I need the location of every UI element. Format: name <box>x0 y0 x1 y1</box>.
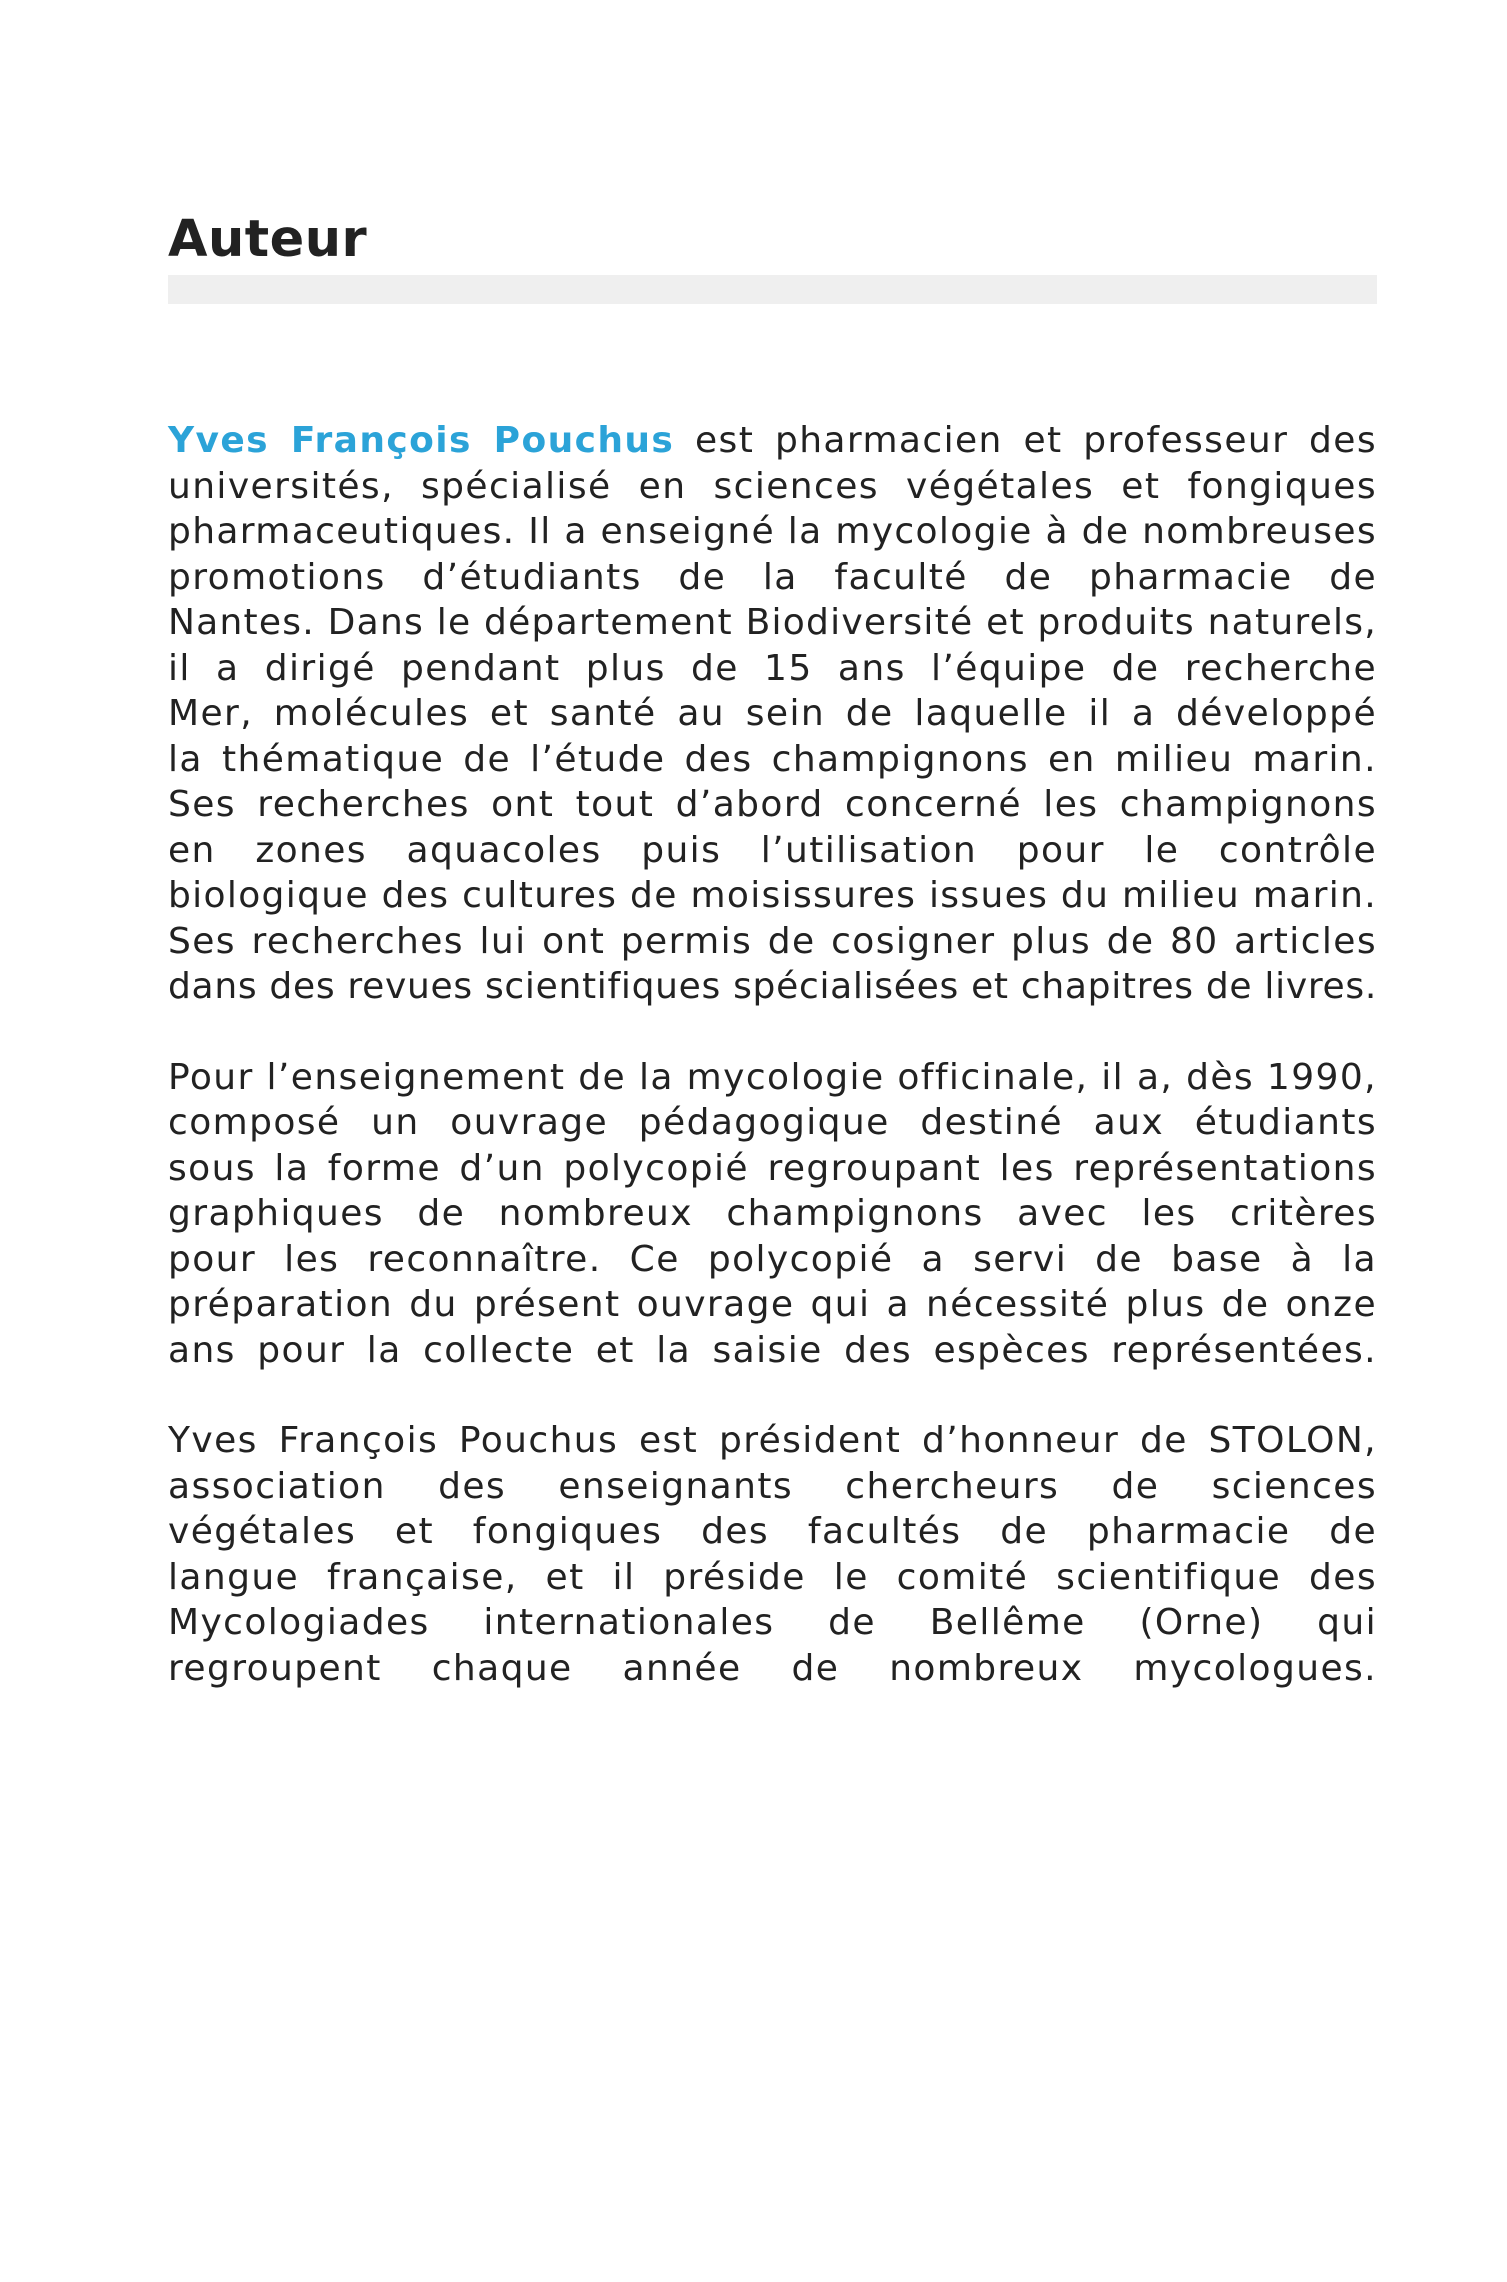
bio-line-text: est pharmacien et professeur des <box>674 420 1377 461</box>
bio-line: composé un ouvrage pédagogique destiné aux étudiants <box>168 1102 1377 1143</box>
bio-line: préparation du présent ouvrage qui a nécessité plus de onze <box>168 1284 1377 1325</box>
bio-line: pour les reconnaître. Ce polycopié a servi de base à la <box>168 1238 1377 1280</box>
bio-line: Pour l’enseignement de la mycologie officinale, il a, dès 1990, <box>168 1056 1377 1098</box>
bio-line: sous la forme d’un polycopié regroupant les représentations <box>168 1147 1377 1189</box>
bio-line: la thématique de l’étude des champignons en milieu marin. <box>168 738 1377 780</box>
bio-line: langue française, et il préside le comité scientifique des <box>168 1556 1377 1598</box>
bio-line: végétales et fongiques des facultés de pharmacie de <box>168 1511 1377 1552</box>
page-title: Auteur <box>168 210 368 269</box>
bio-line: Mer, molécules et santé au sein de laquelle il a développé <box>168 693 1377 734</box>
bio-line: Nantes. Dans le département Biodiversité et produits naturels, <box>168 602 1377 643</box>
bio-line: promotions d’étudiants de la faculté de pharmacie de <box>168 556 1377 598</box>
bio-line: biologique des cultures de moisissures issues du milieu marin. <box>168 875 1377 916</box>
bio-line: association des enseignants chercheurs de sciences <box>168 1465 1377 1507</box>
bio-line: Mycologiades internationales de Bellême (Orne) qui <box>168 1602 1377 1643</box>
bio-paragraph-3 <box>168 1418 1377 1691</box>
bio-line <box>168 418 1377 464</box>
bio-line: Ses recherches lui ont permis de cosigner plus de 80 articles <box>168 920 1377 962</box>
heading-divider <box>168 275 1377 304</box>
bio-line: Yves François Pouchus est président d’honneur de STOLON, <box>168 1420 1377 1461</box>
author-biography <box>168 418 1377 1736</box>
bio-paragraph-1 <box>168 418 1377 1010</box>
bio-line: en zones aquacoles puis l’utilisation pour le contrôle <box>168 829 1377 871</box>
bio-line: graphiques de nombreux champignons avec les critères <box>168 1193 1377 1234</box>
bio-line: universités, spécialisé en sciences végétales et fongiques <box>168 465 1377 507</box>
bio-line: ans pour la collecte et la saisie des espèces représentées. <box>168 1329 1377 1371</box>
author-name: Yves François Pouchus <box>168 420 675 461</box>
bio-line: pharmaceutiques. Il a enseigné la mycologie à de nombreuses <box>168 511 1377 552</box>
bio-line: dans des revues scientifiques spécialisées et chapitres de livres. <box>168 966 1377 1007</box>
bio-line: il a dirigé pendant plus de 15 ans l’équipe de recherche <box>168 647 1377 689</box>
bio-line: Ses recherches ont tout d’abord concerné les champignons <box>168 784 1377 825</box>
bio-line: regroupent chaque année de nombreux mycologues. <box>168 1647 1377 1689</box>
bio-paragraph-2 <box>168 1055 1377 1374</box>
